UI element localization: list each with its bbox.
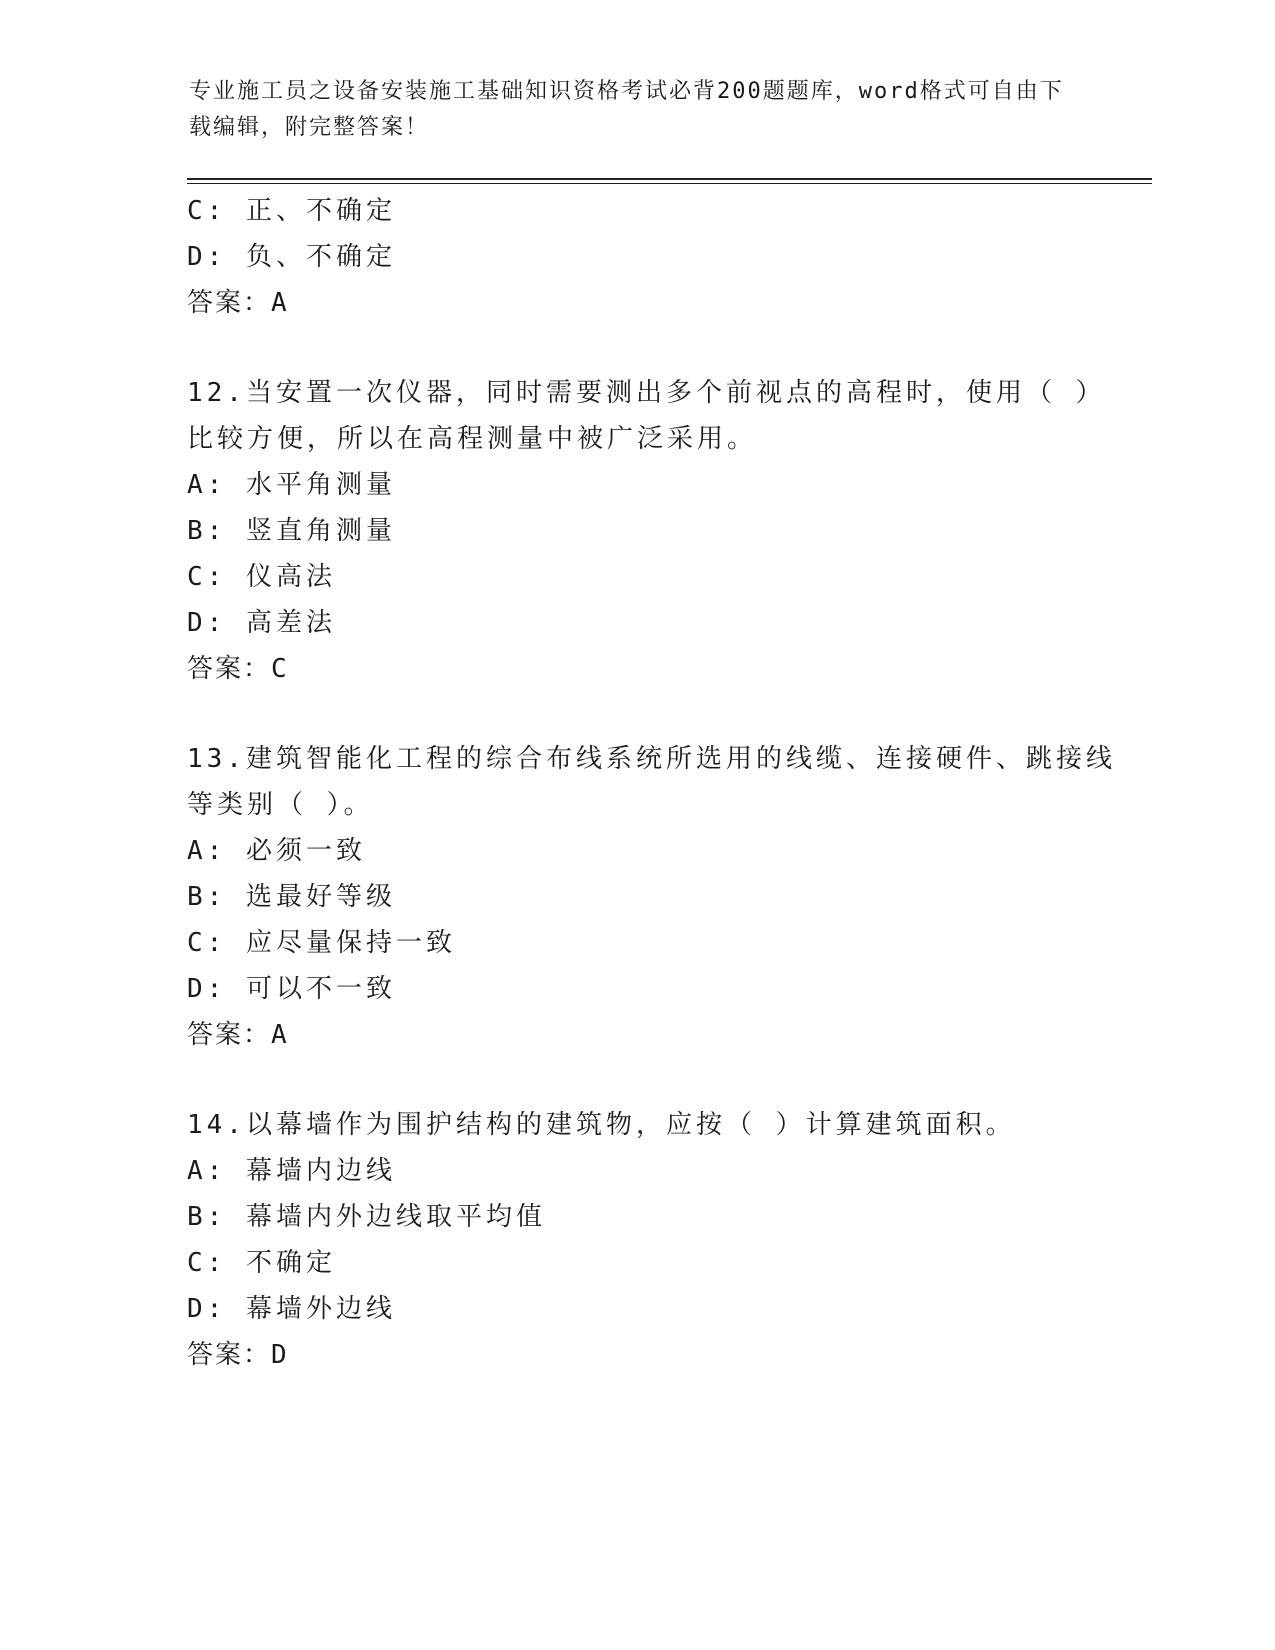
question-block-12 [187, 370, 1106, 692]
option-label: D: [187, 608, 227, 638]
question-stem: 12.当安置一次仪器，同时需要测出多个前视点的高程时，使用（ ） [187, 378, 1106, 408]
option-b [187, 874, 1087, 920]
answer-label: 答案： [187, 654, 272, 684]
option-text: 负、不确定 [245, 242, 396, 272]
question-stem-continued: 比较方便，所以在高程测量中被广泛采用。 [187, 424, 758, 454]
option-text: 幕墙外边线 [245, 1294, 396, 1324]
question-block-14 [187, 1102, 1087, 1378]
answer-value: A [271, 288, 289, 318]
answer-value: A [271, 1020, 289, 1050]
option-text: 选最好等级 [245, 882, 396, 912]
option-label: A: [187, 836, 227, 866]
option-b [187, 508, 1087, 554]
option-label: C: [187, 196, 227, 226]
option-text: 必须一致 [245, 836, 366, 866]
option-c [187, 1240, 1087, 1286]
option-label: C: [187, 1248, 227, 1278]
option-text: 仪高法 [245, 562, 336, 592]
header-divider-thick [187, 178, 1152, 180]
option-a [187, 828, 1087, 874]
answer-label: 答案： [187, 1340, 272, 1370]
option-label: B: [187, 516, 227, 546]
answer-line [187, 1332, 1087, 1378]
option-text: 正、不确定 [245, 196, 396, 226]
question-block-11 [187, 188, 1087, 326]
question-stem-continued: 等类别（ ）。 [187, 790, 374, 820]
answer-label: 答案： [187, 288, 272, 318]
question-block-13 [187, 736, 1116, 1058]
answer-line [187, 646, 1087, 692]
header-divider-thin [187, 183, 1152, 184]
option-a [187, 462, 1087, 508]
question-stem: 13.建筑智能化工程的综合布线系统所选用的线缆、连接硬件、跳接线 [187, 744, 1116, 774]
option-text: 幕墙内边线 [245, 1156, 396, 1186]
option-label: B: [187, 1202, 227, 1232]
option-label: A: [187, 1156, 227, 1186]
option-label: D: [187, 242, 227, 272]
option-text: 应尽量保持一致 [245, 928, 456, 958]
answer-value: D [271, 1340, 289, 1370]
option-text: 竖直角测量 [245, 516, 396, 546]
option-text: 幕墙内外边线取平均值 [245, 1202, 546, 1232]
option-d [187, 966, 1087, 1012]
option-a [187, 1148, 1087, 1194]
option-d [187, 600, 1087, 646]
answer-value: C [271, 654, 289, 684]
answer-line [187, 1012, 1087, 1058]
option-text: 不确定 [245, 1248, 336, 1278]
option-c [187, 554, 1087, 600]
option-text: 水平角测量 [245, 470, 396, 500]
answer-label: 答案： [187, 1020, 272, 1050]
option-text: 高差法 [245, 608, 336, 638]
option-label: C: [187, 928, 227, 958]
option-label: D: [187, 974, 227, 1004]
option-c [187, 920, 1087, 966]
option-label: C: [187, 562, 227, 592]
option-d [187, 1286, 1087, 1332]
document-header-title: 专业施工员之设备安装施工基础知识资格考试必背200题题库，word格式可自由下载编辑，附完整答案！ [189, 79, 1064, 140]
option-label: A: [187, 470, 227, 500]
option-c [187, 188, 1087, 234]
answer-line [187, 280, 1087, 326]
option-label: D: [187, 1294, 227, 1324]
option-b [187, 1194, 1087, 1240]
option-label: B: [187, 882, 227, 912]
question-list [187, 188, 1116, 1378]
question-stem: 14.以幕墙作为围护结构的建筑物，应按（ ）计算建筑面积。 [187, 1110, 1016, 1140]
option-d [187, 234, 1087, 280]
option-text: 可以不一致 [245, 974, 396, 1004]
